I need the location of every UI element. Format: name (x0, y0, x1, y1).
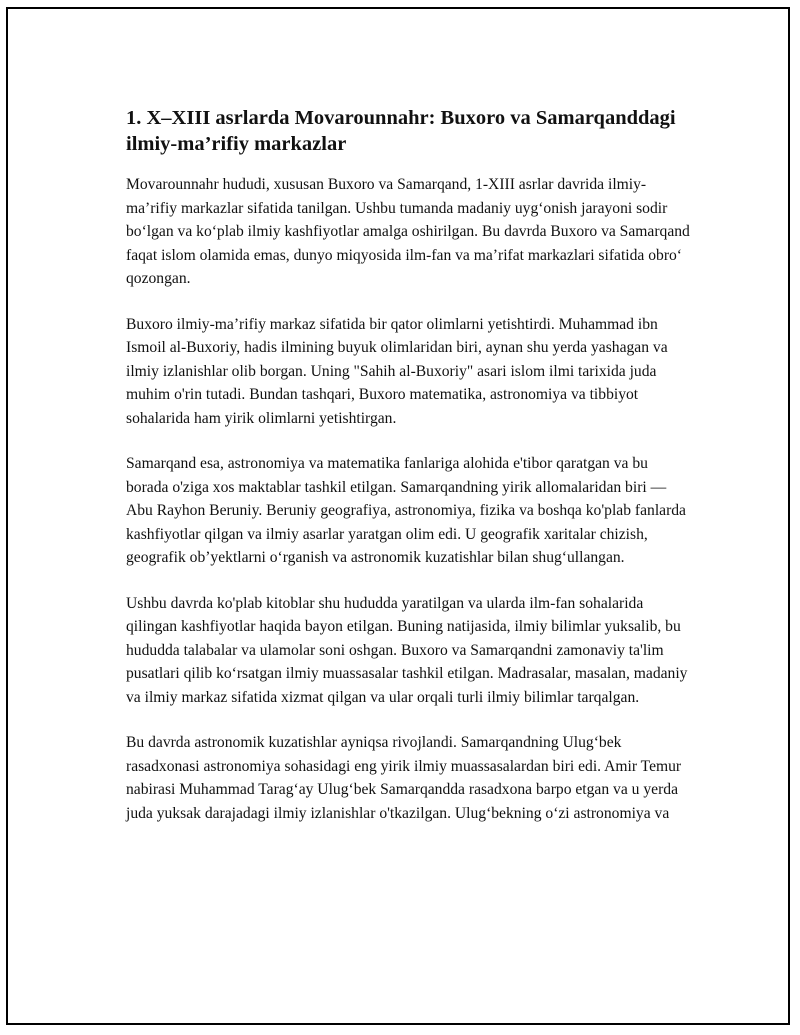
paragraph-5: Bu davrda astronomik kuzatishlar ayniqsa rivojlandi. Samarqandning Ulug‘bek rasadxonasi astronomiya sohasidagi eng yirik ilmiy muassasalardan biri edi. Amir Temur nabirasi Muhammad Tarag‘ay Ulug‘bek Samarqandda rasadxona barpo etgan va u yerda juda yuksak darajadagi ilmiy izlanishlar o'tkazilgan. Ulug‘bekning o‘zi astronomiya va (126, 734, 682, 822)
paragraph-2: Buxoro ilmiy-ma’rifiy markaz sifatida bir qator olimlarni yetishtirdi. Muhammad ibn Ismoil al-Buxoriy, hadis ilmining buyuk olimlaridan biri, aynan shu yerda yashagan va ilmiy izlanishlar olib borgan. Uning "Sahih al-Buxoriy" asari islom ilmi tarixida juda muhim o'rin tutadi. Bundan tashqari, Buxoro matematika, astronomiya va tibbiyot sohalarida ham yirik olimlarni yetishtirgan. (126, 315, 668, 427)
document-body (126, 105, 694, 847)
page-frame (6, 7, 790, 1025)
paragraph-1: Movarounnahr hududi, xususan Buxoro va Samarqand, 1-XIII asrlar davrida ilmiy-ma’rifiy markazlar sifatida tanilgan. Ushbu tumanda madaniy uyg‘onish jarayoni sodir bo‘lgan va ko‘plab ilmiy kashfiyotlar amalga oshirilgan. Bu davrda Buxoro va Samarqand faqat islom olamida emas, dunyo miqyosida ilm-fan va ma’rifat markazlari sifatida obro‘ qozongan. (126, 176, 690, 287)
paragraph-4: Ushbu davrda ko'plab kitoblar shu hududda yaratilgan va ularda ilm-fan sohalarida qilingan kashfiyotlar haqida bayon etilgan. Buning natijasida, ilmiy bilimlar yuksalib, bu hududda talabalar va ulamolar soni oshgan. Buxoro va Samarqandni zamonaviy ta'lim pusatlari qilib ko‘rsatgan ilmiy muassasalar tashkil etilgan. Madrasalar, masalan, madaniy va ilmiy markaz sifatida xizmat qilgan va ular orqali turli ilmiy bilimlar tarqalgan. (126, 594, 688, 706)
section-heading: 1. X–XIII asrlarda Movarounnahr: Buxoro va Samarqanddagi ilmiy-ma’rifiy markazlar (126, 107, 676, 155)
paragraph-3: Samarqand esa, astronomiya va matematika fanlariga alohida e'tibor qaratgan va bu borada o'ziga xos maktablar tashkil etilgan. Samarqandning yirik allomalaridan biri — Abu Rayhon Beruniy. Beruniy geografiya, astronomiya, fizika va boshqa ko'plab fanlarda kashfiyotlar qilgan va ilmiy asarlar yaratgan olim edi. U geografik xaritalar chizish, geografik ob’yektlarni o‘rganish va astronomik kuzatishlar bilan shug‘ullangan. (126, 455, 686, 566)
